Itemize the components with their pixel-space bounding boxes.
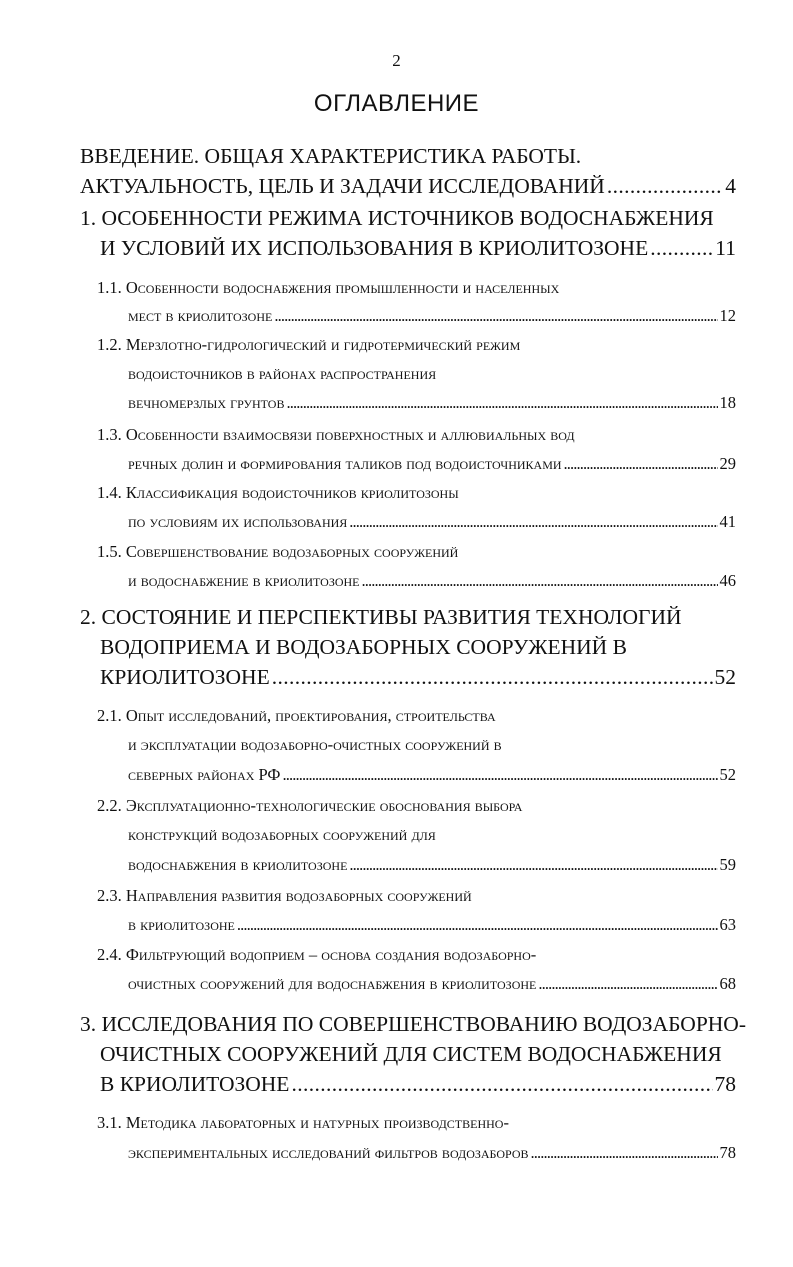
- toc-page-number: 4: [725, 174, 736, 198]
- toc-line-text: конструкций водозаборных сооружений для: [128, 825, 436, 844]
- toc-line-text: мест в криолитозоне: [128, 306, 273, 325]
- toc-line: [97, 542, 458, 570]
- toc-line: [80, 206, 714, 236]
- dot-leader: [349, 512, 717, 532]
- dot-leader: [531, 1143, 718, 1163]
- toc-line-text: по условиям их использования: [128, 512, 348, 531]
- toc-line-text: 2.4. Фильтрующий водоприем – основа создания водозаборно-: [97, 945, 537, 964]
- toc-line-text: 2.3. Направления развития водозаборных сооружений: [97, 886, 472, 905]
- dot-leader: [538, 974, 717, 994]
- toc-page-number: 52: [714, 665, 736, 689]
- toc-page-number: 12: [719, 306, 736, 325]
- toc-line-text: 3.1. Методика лабораторных и натурных производственно-: [97, 1113, 509, 1132]
- toc-line-text: 2. СОСТОЯНИЕ И ПЕРСПЕКТИВЫ РАЗВИТИЯ ТЕХНОЛОГИЙ: [80, 605, 682, 629]
- toc-line-text: ОЧИСТНЫХ СООРУЖЕНИЙ ДЛЯ СИСТЕМ ВОДОСНАБЖЕНИЯ: [100, 1042, 722, 1066]
- dot-leader: [564, 454, 718, 474]
- dot-leader: [274, 306, 717, 326]
- toc-line: [100, 236, 736, 266]
- toc-line: [100, 1042, 722, 1072]
- dot-leader: [282, 765, 717, 785]
- toc-page-number: 78: [714, 1072, 736, 1096]
- toc-line-text: 1.1. Особенности водоснабжения промышленности и населенных: [97, 278, 560, 297]
- toc-line-text: АКТУАЛЬНОСТЬ, ЦЕЛЬ И ЗАДАЧИ ИССЛЕДОВАНИЙ: [80, 174, 605, 198]
- toc-line-text: 2.1. Опыт исследований, проектирования, строительства: [97, 706, 496, 725]
- toc-line: [100, 635, 627, 665]
- toc-page-number: 29: [719, 454, 736, 473]
- toc-line-text: водоснабжения в криолитозоне: [128, 855, 348, 874]
- toc-line: [80, 1012, 746, 1042]
- toc-page-number: 52: [719, 765, 736, 784]
- toc-line-text: В КРИОЛИТОЗОНЕ: [100, 1072, 290, 1096]
- toc-line: [97, 886, 472, 914]
- toc-line: [128, 364, 436, 392]
- toc-line: [128, 765, 736, 793]
- toc-page-number: 59: [719, 855, 736, 874]
- toc-line-text: в криолитозоне: [128, 915, 235, 934]
- toc-line-text: и водоснабжение в криолитозоне: [128, 571, 360, 590]
- toc-line-text: экспериментальных исследований фильтров водозаборов: [128, 1143, 529, 1162]
- toc-line: [128, 306, 736, 334]
- toc-line-text: И УСЛОВИЙ ИХ ИСПОЛЬЗОВАНИЯ В КРИОЛИТОЗОНЕ: [100, 236, 649, 260]
- toc-line-text: 1.2. Мерзлотно-гидрологический и гидротермический режим: [97, 335, 521, 354]
- toc-line: [97, 278, 559, 306]
- toc-line: [128, 855, 736, 883]
- toc-line-text: 2.2. Эксплуатационно-технологические обоснования выбора: [97, 796, 523, 815]
- toc-page-number: 11: [715, 236, 736, 260]
- dot-leader: [362, 571, 718, 591]
- dot-leader: [286, 393, 717, 413]
- toc-page-number: 41: [719, 512, 736, 531]
- toc-page-number: 18: [719, 393, 736, 412]
- toc-line-text: КРИОЛИТОЗОНЕ: [100, 665, 270, 689]
- toc-line: [128, 1143, 736, 1171]
- toc-line: [97, 796, 522, 824]
- toc-line-text: 3. ИССЛЕДОВАНИЯ ПО СОВЕРШЕНСТВОВАНИЮ ВОДОЗАБОРНО-: [80, 1012, 746, 1036]
- toc-line: [128, 393, 736, 421]
- toc-line: [97, 483, 459, 511]
- dot-leader: [607, 174, 723, 199]
- toc-line: [97, 706, 496, 734]
- toc-line: [97, 945, 536, 973]
- toc-page-number: 46: [719, 571, 736, 590]
- page-number: 2: [392, 51, 401, 70]
- toc-line-text: северных районах РФ: [128, 765, 281, 784]
- dot-leader: [237, 915, 718, 935]
- toc-line-text: 1.5. Совершенствование водозаборных сооружений: [97, 542, 459, 561]
- toc-line: [128, 825, 436, 853]
- dot-leader: [650, 236, 713, 261]
- toc-line: [128, 454, 736, 482]
- toc-line-text: ВОДОПРИЕМА И ВОДОЗАБОРНЫХ СООРУЖЕНИЙ В: [100, 635, 627, 659]
- toc-line-text: вечномерзлых грунтов: [128, 393, 285, 412]
- toc-line: [80, 144, 581, 174]
- dot-leader: [349, 855, 717, 875]
- toc-line-text: очистных сооружений для водоснабжения в криолитозоне: [128, 974, 537, 993]
- toc-line: [100, 1072, 736, 1102]
- toc-line-text: водоисточников в районах распространения: [128, 364, 437, 383]
- dot-leader: [291, 1072, 712, 1097]
- toc-line: [128, 974, 736, 1002]
- toc-page-number: 68: [719, 974, 736, 993]
- toc-page-number: 78: [719, 1143, 736, 1162]
- toc-line: [100, 665, 736, 695]
- toc-line: [128, 915, 736, 943]
- toc-page-number: 63: [719, 915, 736, 934]
- toc-line: [80, 605, 682, 635]
- toc-line: [128, 735, 502, 763]
- toc-line: [97, 1113, 509, 1141]
- toc-line-text: 1.3. Особенности взаимосвязи поверхностных и аллювиальных вод: [97, 425, 575, 444]
- toc-line-text: и эксплуатации водозаборно-очистных сооружений в: [128, 735, 502, 754]
- toc-line: [97, 425, 575, 453]
- toc-line: [128, 512, 736, 540]
- dot-leader: [272, 665, 713, 690]
- toc-line: [128, 571, 736, 599]
- toc-line: [97, 335, 520, 363]
- page-title: ОГЛАВЛЕНИЕ: [313, 90, 480, 117]
- toc-line-text: 1.4. Классификация водоисточников криолитозоны: [97, 483, 459, 502]
- toc-line-text: речных долин и формирования таликов под водоисточниками: [128, 454, 562, 473]
- toc-line-text: 1. ОСОБЕННОСТИ РЕЖИМА ИСТОЧНИКОВ ВОДОСНАБЖЕНИЯ: [80, 206, 714, 230]
- toc-line: [80, 174, 736, 204]
- toc-line-text: ВВЕДЕНИЕ. ОБЩАЯ ХАРАКТЕРИСТИКА РАБОТЫ.: [80, 144, 582, 168]
